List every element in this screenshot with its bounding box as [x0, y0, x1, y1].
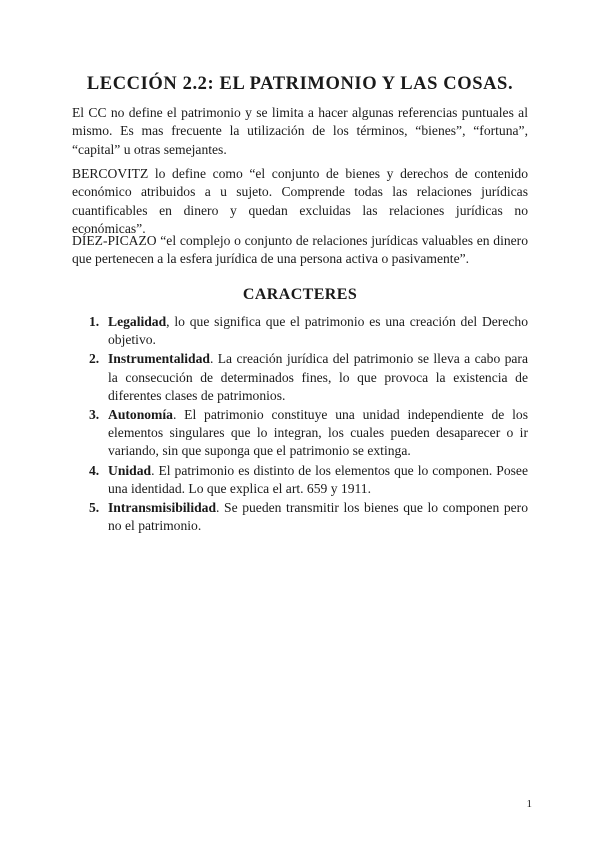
list-item-number: 5.: [89, 500, 100, 516]
page-title: LECCIÓN 2.2: EL PATRIMONIO Y LAS COSAS.: [86, 74, 514, 94]
list-item-number: 2.: [89, 351, 100, 367]
list-item-legalidad: [89, 313, 528, 349]
list-item-term: Instrumentalidad: [108, 351, 210, 367]
page-number: 1: [526, 798, 532, 810]
list-item-text: . El patrimonio es distinto de los elementos que lo componen. Posee una identidad. Lo que explica el art. 659 y 1911.: [108, 462, 528, 496]
list-item-autonomia: [89, 406, 528, 461]
list-item-instrumentalidad: [89, 350, 528, 405]
list-item-text: . La creación jurídica del patrimonio se lleva a cabo para la consecución de determinados fines, lo que provoca la existencia de diferentes clases de patrimonios.: [108, 351, 528, 403]
bercovitz-definition-paragraph: BERCOVITZ lo define como “el conjunto de bienes y derechos de contenido económico atribuidos a u sujeto. Comprende todas las relaciones jurídicas cuantificables en dinero y quedan excluidas las relaciones jurídicas no económicas”.: [72, 166, 528, 237]
list-item-number: 4.: [89, 462, 100, 478]
list-item-number: 1.: [89, 314, 100, 329]
list-item-intransmisibilidad: [89, 499, 528, 535]
list-item-term: Unidad: [108, 462, 152, 478]
list-item-term: Legalidad: [108, 314, 167, 329]
list-item-text: . Se pueden transmitir los bienes que lo componen pero no el patrimonio.: [108, 500, 528, 534]
intro-paragraph: El CC no define el patrimonio y se limita a hacer algunas referencias puntuales al mismo. Es mas frecuente la utilización de los términos, “bienes”, “fortuna”, “capital” u otras semejantes.: [72, 105, 528, 157]
list-item-term: Intransmisibilidad: [108, 500, 217, 516]
section-heading: CARACTERES: [242, 286, 358, 303]
list-item-unidad: [89, 462, 528, 498]
list-item-number: 3.: [89, 407, 100, 423]
list-item-term: Autonomía: [108, 407, 173, 423]
list-item-text: . El patrimonio constituye una unidad independiente de los elementos singulares que lo integran, los cuales pueden desaparecer o ir variando, sin que suponga que el patrimonio se extinga.: [108, 407, 528, 459]
characteristics-list: [89, 313, 528, 536]
diez-picazo-definition-paragraph: DÍEZ-PICAZO “el complejo o conjunto de relaciones jurídicas valuables en dinero que pertenecen a la esfera jurídica de una persona activa o pasivamente”.: [72, 233, 528, 267]
list-item-text: , lo que significa que el patrimonio es una creación del Derecho objetivo.: [108, 314, 528, 348]
